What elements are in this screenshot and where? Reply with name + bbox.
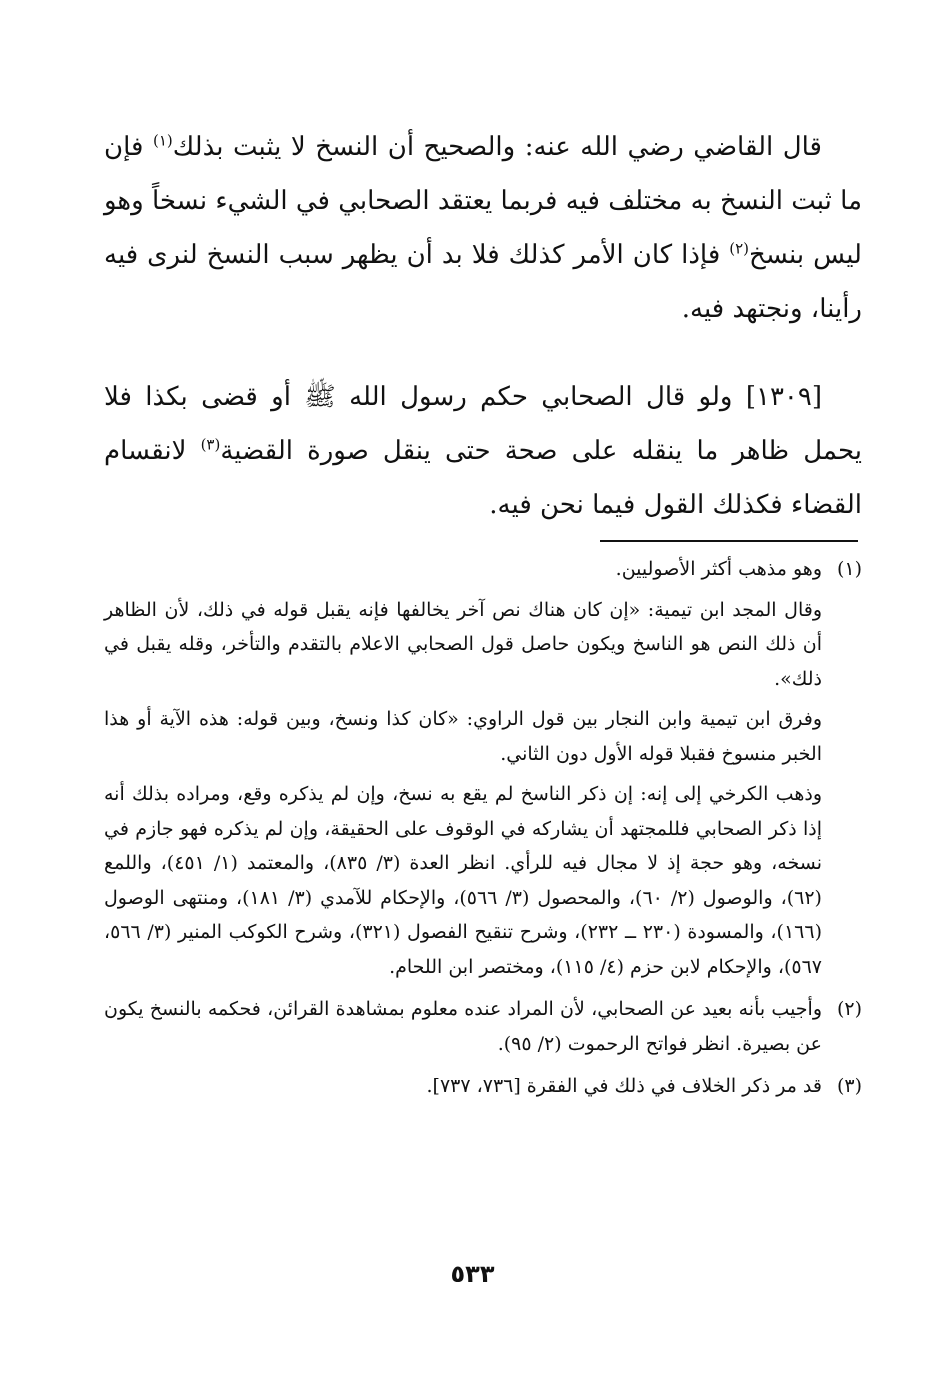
footnote-number: (١) (836, 558, 862, 580)
paragraph-text: [١٣٠٩] ولو قال الصحابي حكم رسول الله ﷺ أو قضى بكذا فلا يحمل ظاهر ما ينقله على صحة حتى ينقل صورة القضية (104, 382, 862, 466)
footnote-body (104, 552, 822, 990)
page-number: ٥٣٣ (450, 1260, 495, 1288)
footnote-2 (104, 992, 862, 1067)
footnote-divider (600, 540, 858, 542)
footnote-3 (104, 1069, 862, 1110)
main-paragraph-1 (104, 120, 862, 336)
paragraph-text: فإذا كان الأمر كذلك فلا بد أن يظهر سبب النسخ لنرى فيه رأينا، ونجتهد فيه. (104, 240, 862, 324)
footnote-paragraph: قد مر ذكر الخلاف في ذلك في الفقرة [٧٣٦، ٧٣٧]. (426, 1075, 822, 1097)
footnote-number: (٢) (836, 998, 862, 1020)
footnote-paragraph: وذهب الكرخي إلى إنه: إن ذكر الناسخ لم يقع به نسخ، وإن لم يذكره وقع، ومراده بذلك أنه إذا ذكر الصحابي فللمجتهد أن يشاركه في الوقوف على الحقيقة، وإن لم يذكره فهو جازم في نسخه، وهو حجة إذ لا مجال فيه للرأي. انظر العدة (٣/ ٨٣٥)، والمعتمد (١/ ٤٥١)، واللمع (٦٢)، والوصول (٢/ ٦٠)، والمحصول (٣/ ٥٦٦)، والإحكام للآمدي (٣/ ١٨١)، ومنتهى الوصول (١٦٦)، والمسودة (٢٣٠ ــ ٢٣٢)، وشرح تنقيح الفصول (٣٢١)، وشرح الكوكب المنير (٣/ ٥٦٦، ٥٦٧)، والإحكام لابن حزم (٤/ ١١٥)، ومختصر ابن اللحام. (104, 783, 822, 978)
paragraph-text: لانقسام القضاء فكذلك القول فيما نحن فيه. (104, 436, 862, 520)
footnote-paragraph: وأجيب بأنه بعيد عن الصحابي، لأن المراد عنده معلوم بمشاهدة القرائن، فحكمه بالنسخ يكون عن بصيرة. انظر فواتح الرحموت (٢/ ٩٥). (104, 998, 822, 1055)
footnote-paragraph: وهو مذهب أكثر الأصوليين. (615, 558, 822, 580)
footnote-paragraph: وقال المجد ابن تيمية: «إن كان هناك نص آخر يخالفها فإنه يقبل قوله في ذلك، لأن الظاهر أن ذلك النص هو الناسخ ويكون حاصل قول الصحابي الاعلام بالتقدم والتأخر، وقله يقبل في ذلك». (104, 598, 822, 690)
footnote-paragraph: وفرق ابن تيمية وابن النجار بين قول الراوي: «كان كذا ونسخ، وبين قوله: هذه الآية أو هذا الخبر منسوخ فقبلا قوله الأول دون الثاني. (104, 708, 822, 765)
main-paragraph-2 (104, 370, 862, 532)
footnote-body (104, 992, 822, 1067)
paragraph-text: فإن ما ثبت النسخ به مختلف فيه فربما يعتقد الصحابي في الشيء نسخاً وهو ليس بنسخ (104, 132, 862, 270)
paragraph-text: قال القاضي رضي الله عنه: والصحيح أن النسخ لا يثبت بذلك (172, 132, 822, 162)
footnotes-section (104, 552, 862, 1112)
footnote-body (104, 1069, 822, 1110)
footnote-number: (٣) (836, 1075, 862, 1097)
footnote-reference: (٢) (729, 239, 750, 258)
footnote-1 (104, 552, 862, 990)
footnote-reference: (١) (152, 131, 173, 150)
footnote-reference: (٣) (200, 435, 221, 454)
